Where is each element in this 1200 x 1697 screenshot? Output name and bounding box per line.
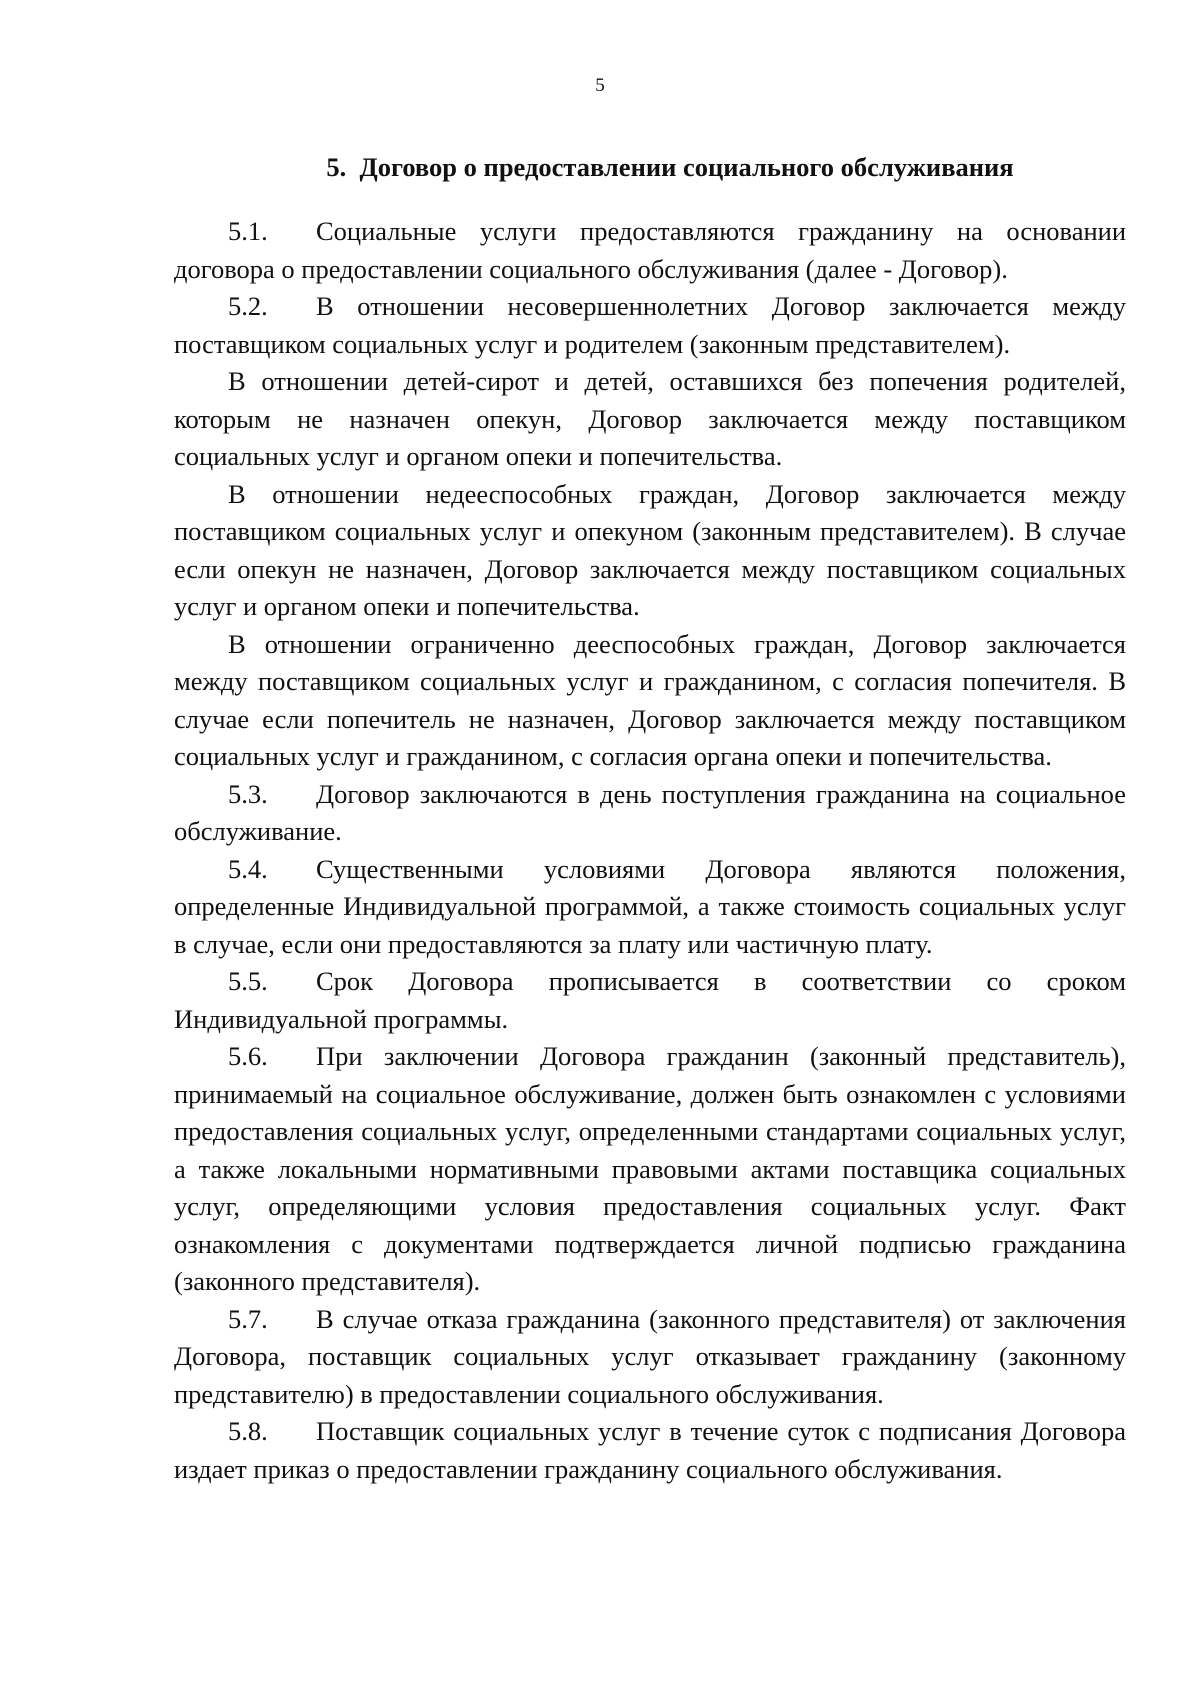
paragraph-5-4: [174, 851, 1126, 964]
section-title-text: Договор о предоставлении социального обслуживания: [359, 152, 1014, 182]
paragraph-number: 5.7.: [228, 1303, 268, 1334]
paragraph-text: Срок Договора прописывается в соответствии со сроком Индивидуальной программы.: [174, 966, 1126, 1034]
document-body: [174, 150, 1126, 1488]
section-number: 5.: [326, 152, 347, 182]
paragraph-number: 5.6.: [228, 1041, 268, 1071]
paragraph-number: 5.4.: [228, 853, 268, 884]
paragraph-text: В отношении недееспособных граждан, Договор заключается между поставщиком социальных услуг и опекуном (законным представителем). В случае если опекун не назначен, Договор заключается между поставщиком социальных услуг и органом опеки и попечительства.: [174, 478, 1126, 621]
page-number: 5: [595, 75, 605, 96]
paragraph-orphans: [174, 363, 1126, 476]
paragraph-text: В отношении несовершеннолетних Договор заключается между поставщиком социальных услуг и родителем (законным представителем).: [174, 291, 1126, 359]
paragraph-number: 5.1.: [228, 216, 268, 246]
paragraph-text: Поставщик социальных услуг в течение суток с подписания Договора издает приказ о предоставлении гражданину социального обслуживания.: [174, 1416, 1126, 1484]
paragraph-text: В случае отказа гражданина (законного представителя) от заключения Договора, поставщик социальных услуг отказывает гражданину (законному представителю) в предоставлении социального обслуживания.: [174, 1303, 1126, 1409]
paragraph-5-2: [174, 288, 1126, 363]
paragraph-limited-capacity: [174, 626, 1126, 776]
paragraph-number: 5.8.: [228, 1416, 268, 1446]
paragraph-number: 5.2.: [228, 291, 268, 321]
paragraph-5-1: [174, 213, 1126, 288]
paragraph-text: В отношении ограниченно дееспособных граждан, Договор заключается между поставщиком социальных услуг и гражданином, с согласия попечителя. В случае если попечитель не назначен, Договор заключается между поставщиком социальных услуг и гражданином, с согласия органа опеки и попечительства.: [174, 628, 1126, 771]
paragraph-5-6: [174, 1038, 1126, 1301]
paragraph-text: В отношении детей-сирот и детей, оставшихся без попечения родителей, которым не назначен опекун, Договор заключается между поставщиком социальных услуг и органом опеки и попечительства.: [174, 366, 1126, 471]
paragraph-text: Социальные услуги предоставляются гражданину на основании договора о предоставлении социального обслуживания (далее - Договор).: [174, 216, 1126, 284]
paragraph-number: 5.5.: [228, 966, 268, 996]
paragraph-5-5: [174, 963, 1126, 1038]
paragraph-5-3: [174, 776, 1126, 851]
paragraph-text: Существенными условиями Договора являются положения, определенные Индивидуальной программой, а также стоимость социальных услуг в случае, если они предоставляются за плату или частичную плату.: [174, 853, 1126, 959]
paragraph-text: При заключении Договора гражданин (законный представитель), принимаемый на социальное обслуживание, должен быть ознакомлен с условиями предоставления социальных услуг, определенными стандартами социальных услуг, а также локальными нормативными правовыми актами поставщика социальных услуг, определяющими условия предоставления социальных услуг. Факт ознакомления с документами подтверждается личной подписью гражданина (законного представителя).: [174, 1041, 1126, 1296]
paragraph-text: Договор заключаются в день поступления гражданина на социальное обслуживание.: [174, 778, 1126, 846]
paragraph-5-8: [174, 1413, 1126, 1488]
paragraph-5-7: [174, 1301, 1126, 1414]
paragraph-incapable: [174, 476, 1126, 626]
paragraph-number: 5.3.: [228, 778, 268, 809]
section-title: [174, 150, 1126, 184]
